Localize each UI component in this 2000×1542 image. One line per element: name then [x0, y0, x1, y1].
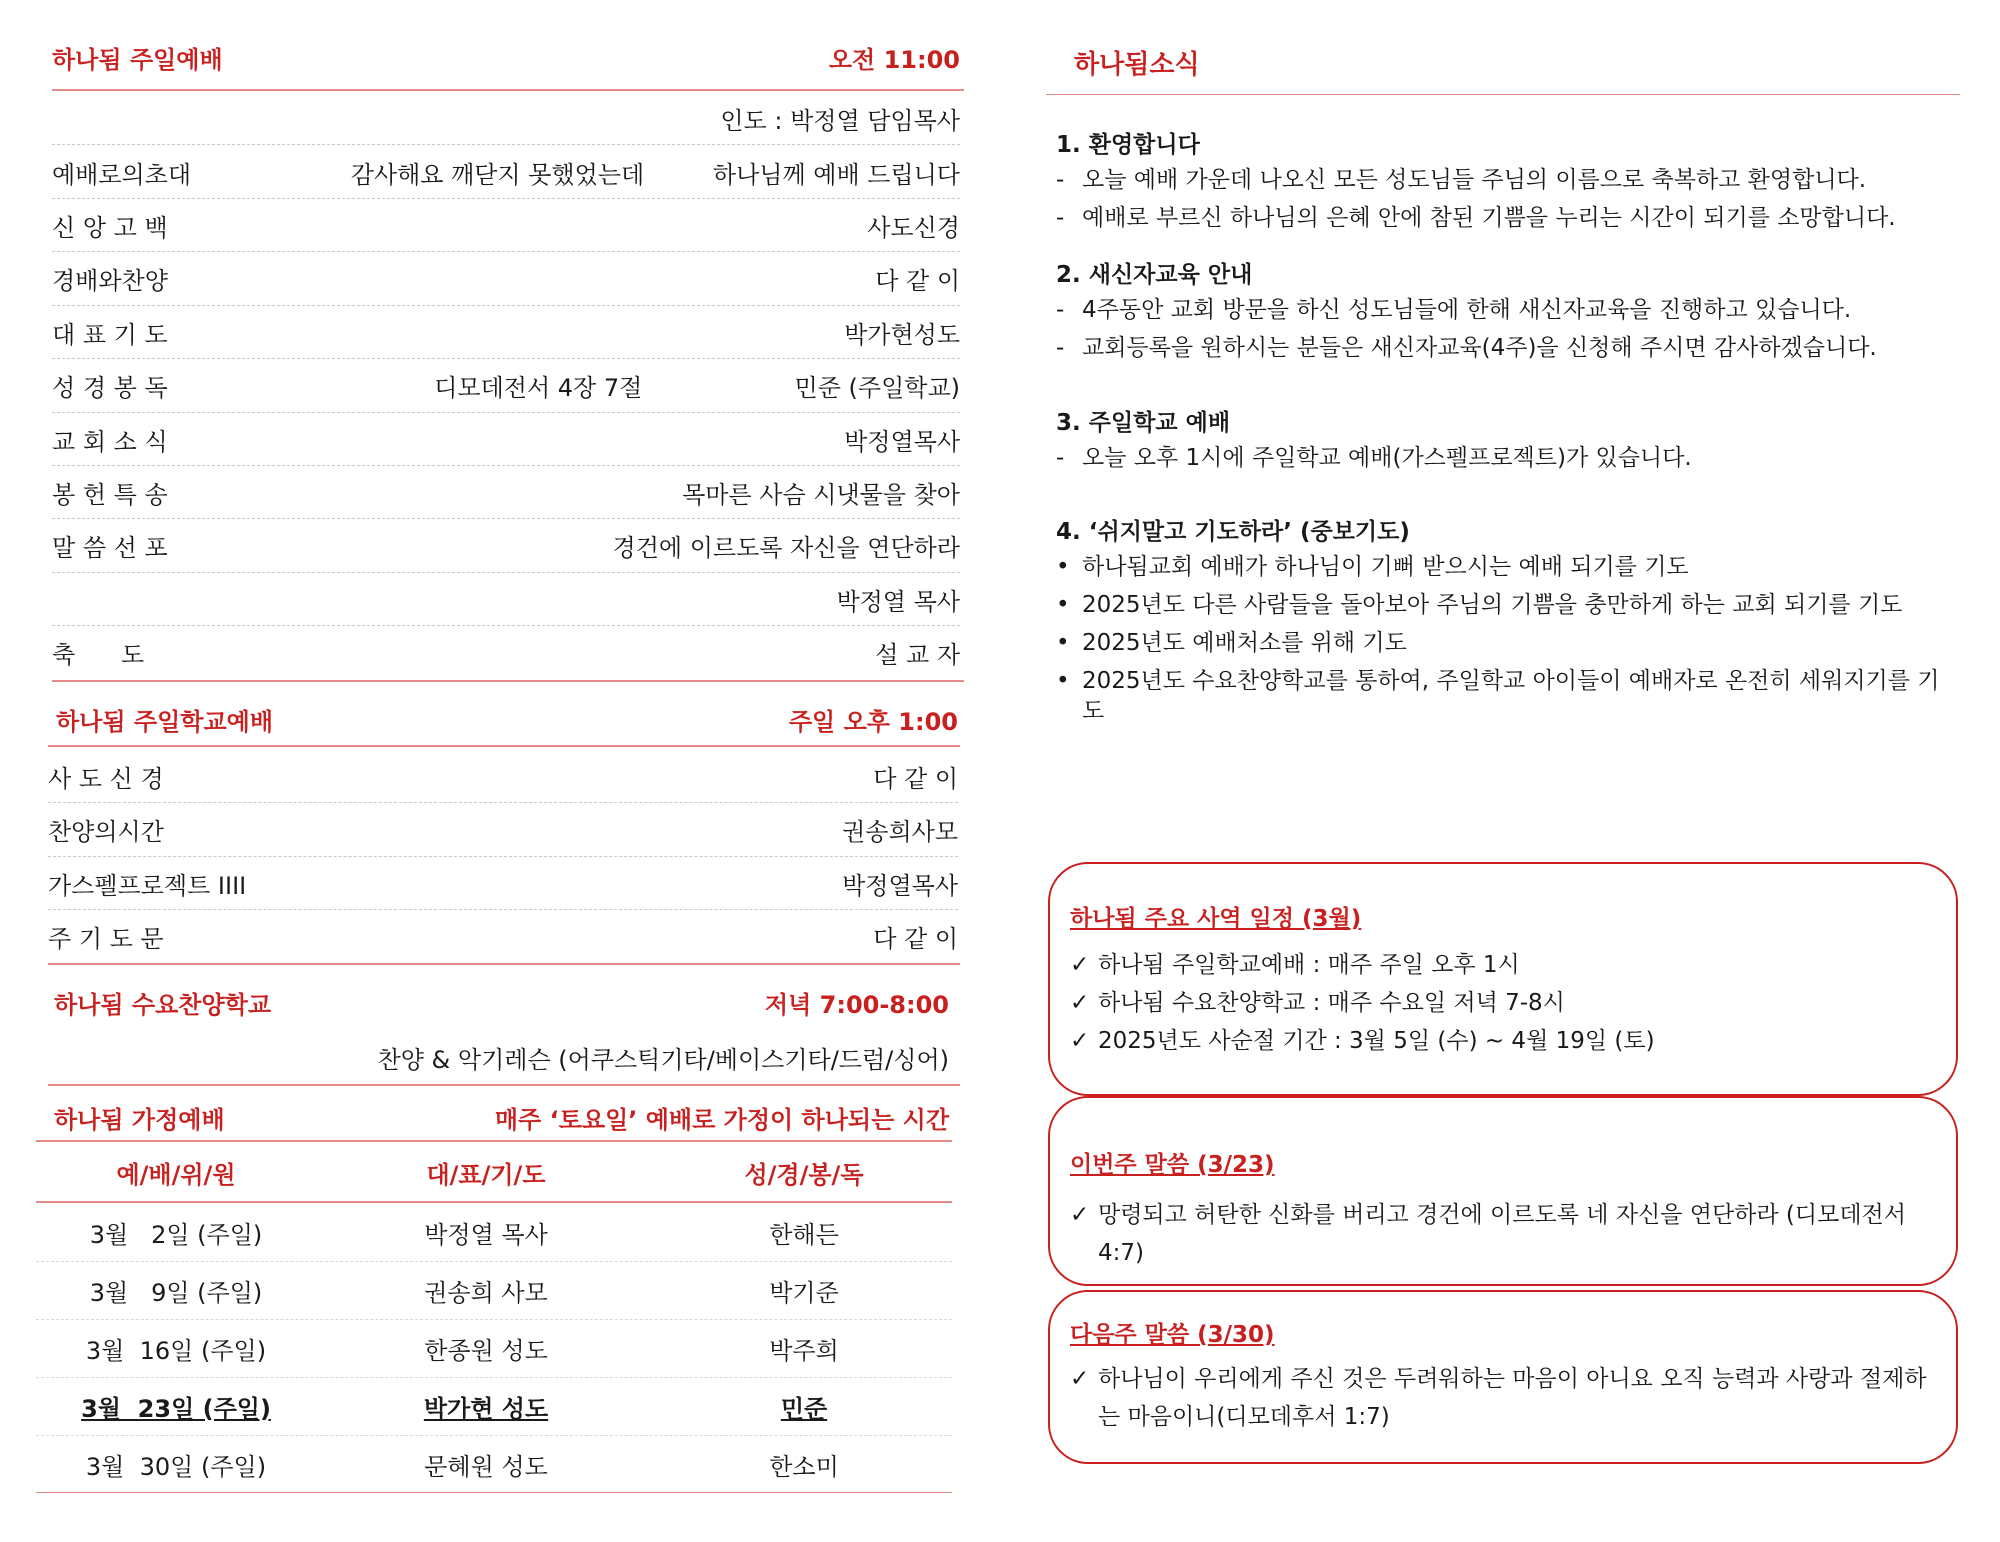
column-header: 성/경/봉/독 — [744, 1160, 864, 1189]
prayer-person: 박정열 목사 — [424, 1220, 548, 1249]
reading-person: 한해든 — [769, 1220, 839, 1249]
info-box-title: 하나됨 주요 사역 일정 (3월) — [1070, 906, 1362, 932]
order-row — [52, 253, 960, 306]
news-item — [1056, 552, 1956, 582]
schedule-date: 3월 9일 (주일) — [89, 1278, 263, 1307]
order-item-name: 예배로의초대 — [52, 160, 192, 189]
info-box-item-text: 하나됨 주일학교예배 : 매주 주일 오후 1시 — [1098, 952, 1520, 978]
divider — [36, 1140, 952, 1142]
family-subtitle: 매주 ‘토요일’ 예배로 가정이 하나되는 시간 — [494, 1106, 949, 1134]
order-row — [52, 306, 960, 359]
table-row — [36, 1261, 952, 1320]
order-item-person: 하나님께 예배 드립니다 — [712, 160, 960, 189]
order-row — [52, 466, 960, 519]
check-icon: ✓ — [1070, 990, 1090, 1016]
divider — [52, 89, 964, 91]
school-row — [48, 804, 958, 857]
family-header — [54, 1100, 949, 1135]
info-box-item-text: 하나님이 우리에게 주신 것은 두려워하는 마음이 아니요 오직 능력과 사랑과 절제하는 마음이니(디모데후서 1:7) — [1098, 1366, 1927, 1430]
table-row — [36, 1435, 952, 1493]
order-item-name: 성 경 봉 독 — [52, 374, 168, 403]
news-item-text: 오늘 오후 1시에 주일학교 예배(가스펠프로젝트)가 있습니다. — [1082, 445, 1692, 471]
news-item-text: 2025년도 다른 사람들을 돌아보아 주님의 기쁨을 충만하게 하는 교회 되기를 기도 — [1082, 592, 1903, 618]
dash-icon: - — [1056, 297, 1065, 323]
wednesday-title: 하나됨 수요찬양학교 — [54, 991, 272, 1019]
schedule-date: 3월 2일 (주일) — [89, 1220, 263, 1249]
prayer-person: 한종원 성도 — [424, 1336, 548, 1365]
order-item-name: 말 씀 선 포 — [52, 534, 168, 563]
schedule-date: 3월 16일 (주일) — [85, 1336, 267, 1365]
info-box-item — [1070, 1022, 1936, 1060]
reading-person: 박주희 — [769, 1336, 839, 1365]
check-icon: ✓ — [1070, 1202, 1090, 1228]
schedule-date: 3월 30일 (주일) — [85, 1452, 267, 1481]
news-heading: 4. ‘쉬지말고 기도하라’ (중보기도) — [1056, 519, 1410, 545]
reading-person: 한소미 — [769, 1452, 839, 1481]
order-row — [52, 199, 960, 252]
school-service-title: 하나됨 주일학교예배 — [56, 708, 274, 736]
family-title: 하나됨 가정예배 — [54, 1106, 225, 1134]
school-item-name: 사 도 신 경 — [48, 764, 164, 793]
dash-icon: - — [1056, 445, 1065, 471]
divider — [48, 745, 960, 747]
order-row — [52, 360, 960, 413]
news-section — [1056, 256, 1956, 371]
order-item-person: 설 교 자 — [875, 641, 960, 670]
table-row — [36, 1377, 952, 1436]
prayer-person: 박가현 성도 — [423, 1394, 549, 1423]
sunday-service-title: 하나됨 주일예배 — [52, 46, 223, 74]
news-heading: 1. 환영합니다 — [1056, 132, 1200, 158]
news-item — [1056, 333, 1956, 363]
divider — [52, 680, 964, 682]
reading-person: 민준 — [780, 1394, 828, 1423]
info-box-item-text: 하나됨 수요찬양학교 : 매주 수요일 저녁 7-8시 — [1098, 990, 1565, 1016]
order-item-name: 봉 헌 특 송 — [52, 480, 168, 509]
info-box-item — [1070, 946, 1936, 984]
order-item-name: 대 표 기 도 — [52, 320, 168, 349]
dash-icon: - — [1056, 205, 1065, 231]
order-item-detail: 감사해요 깨닫지 못했었는데 — [350, 160, 645, 189]
info-box-item — [1070, 984, 1936, 1022]
check-icon: ✓ — [1070, 1028, 1090, 1054]
order-row — [52, 627, 960, 679]
school-item-name: 주 기 도 문 — [48, 925, 164, 953]
order-item-person: 박정열목사 — [844, 427, 960, 456]
order-item-person: 박가현성도 — [844, 320, 960, 349]
order-row — [52, 413, 960, 466]
wednesday-description: 찬양 & 악기레슨 (어쿠스틱기타/베이스기타/드럼/싱어) — [377, 1046, 949, 1074]
school-item-name: 찬양의시간 — [48, 818, 164, 846]
order-item-name: 신 앙 고 백 — [52, 213, 168, 242]
bullet-icon: • — [1056, 630, 1070, 656]
schedule-date: 3월 23일 (주일) — [81, 1394, 271, 1423]
news-section — [1056, 126, 1956, 241]
news-heading: 2. 새신자교육 안내 — [1056, 262, 1253, 288]
order-item-name: 축 도 — [52, 641, 145, 670]
info-box-item-text: 2025년도 사순절 기간 : 3월 5일 (수) ~ 4월 19일 (토) — [1098, 1028, 1655, 1054]
order-row — [52, 146, 960, 199]
school-row — [48, 750, 958, 803]
family-table-header — [36, 1144, 952, 1200]
order-item-person: 민준 (주일학교) — [794, 374, 960, 403]
order-item-name: 경배와찬양 — [52, 267, 168, 296]
school-row — [48, 857, 958, 910]
wednesday-time: 저녁 7:00-8:00 — [764, 991, 949, 1019]
school-item-person: 권송희사모 — [842, 818, 958, 846]
news-section — [1056, 513, 1956, 734]
prayer-person: 권송희 사모 — [424, 1278, 548, 1307]
info-box — [1048, 1290, 1958, 1464]
bullet-icon: • — [1056, 554, 1070, 580]
table-row — [36, 1203, 952, 1262]
school-item-person: 다 같 이 — [873, 925, 958, 953]
prayer-person: 문혜원 성도 — [424, 1452, 548, 1481]
info-box-title: 다음주 말씀 (3/30) — [1070, 1322, 1275, 1348]
news-item — [1056, 295, 1956, 325]
school-row — [48, 911, 958, 963]
info-box — [1048, 862, 1958, 1096]
school-service-time: 주일 오후 1:00 — [788, 708, 958, 736]
news-item-text: 4주동안 교회 방문을 하신 성도님들에 한해 새신자교육을 진행하고 있습니다. — [1082, 297, 1852, 323]
dash-icon: - — [1056, 335, 1065, 361]
order-item-name: 교 회 소 식 — [52, 427, 168, 456]
column-header: 예/배/위/원 — [116, 1160, 236, 1189]
news-item — [1056, 628, 1956, 658]
news-section — [1056, 404, 1956, 481]
divider — [36, 1492, 952, 1493]
table-row — [36, 1319, 952, 1378]
dash-icon: - — [1056, 167, 1065, 193]
order-row — [52, 520, 960, 573]
school-item-name: 가스펠프로젝트 IIII — [48, 871, 247, 900]
news-item — [1056, 165, 1956, 195]
news-title: 하나됨소식 — [1074, 50, 1200, 80]
news-item — [1056, 590, 1956, 620]
divider — [1046, 94, 1960, 95]
bullet-icon: • — [1056, 668, 1070, 694]
order-item-person: 목마른 사슴 시냇물을 찾아 — [682, 480, 960, 509]
sunday-service-header — [52, 40, 960, 75]
news-item-text: 교회등록을 원하시는 분들은 새신자교육(4주)을 신청해 주시면 감사하겠습니다. — [1082, 335, 1877, 361]
sunday-service-time: 오전 11:00 — [828, 46, 960, 74]
news-heading: 3. 주일학교 예배 — [1056, 410, 1231, 436]
news-item-text: 예배로 부르신 하나님의 은혜 안에 참된 기쁨을 누리는 시간이 되기를 소망합니다. — [1082, 205, 1896, 231]
school-item-person: 다 같 이 — [873, 764, 958, 793]
reading-person: 박기준 — [769, 1278, 839, 1307]
info-box-item — [1070, 1360, 1936, 1436]
order-item-detail: 디모데전서 4장 7절 — [434, 374, 643, 403]
news-item-text: 2025년도 수요찬양학교를 통하여, 주일학교 아이들이 예배자로 온전히 세워지기를 기도 — [1082, 668, 1940, 724]
news-item — [1056, 203, 1956, 233]
news-item — [1056, 443, 1956, 473]
check-icon: ✓ — [1070, 952, 1090, 978]
info-box-title: 이번주 말씀 (3/23) — [1070, 1152, 1275, 1178]
info-box-item-text: 망령되고 허탄한 신화를 버리고 경건에 이르도록 네 자신을 연단하라 (디모데전서 4:7) — [1098, 1202, 1906, 1266]
news-item-text: 2025년도 예배처소를 위해 기도 — [1082, 630, 1407, 656]
school-item-person: 박정열목사 — [842, 871, 958, 900]
order-item-person: 경건에 이르도록 자신을 연단하라 — [612, 534, 960, 563]
order-item-person: 다 같 이 — [875, 267, 960, 296]
column-header: 대/표/기/도 — [426, 1160, 546, 1189]
news-item — [1056, 666, 1956, 726]
news-item-text: 하나됨교회 예배가 하나님이 기뻐 받으시는 예배 되기를 기도 — [1082, 554, 1689, 580]
school-service-header — [56, 702, 958, 737]
news-item-text: 오늘 예배 가운데 나오신 모든 성도님들 주님의 이름으로 축복하고 환영합니다. — [1082, 167, 1867, 193]
leader-text: 인도 : 박정열 담임목사 — [720, 106, 960, 135]
info-box-item — [1070, 1196, 1936, 1272]
leader-row — [52, 92, 960, 145]
divider — [48, 963, 960, 965]
order-row — [52, 573, 960, 626]
order-item-person: 사도신경 — [867, 213, 960, 242]
info-box — [1048, 1096, 1958, 1286]
wednesday-header — [54, 985, 949, 1020]
divider — [48, 1084, 960, 1086]
check-icon: ✓ — [1070, 1366, 1090, 1392]
bullet-icon: • — [1056, 592, 1070, 618]
order-item-person: 박정열 목사 — [836, 587, 960, 616]
